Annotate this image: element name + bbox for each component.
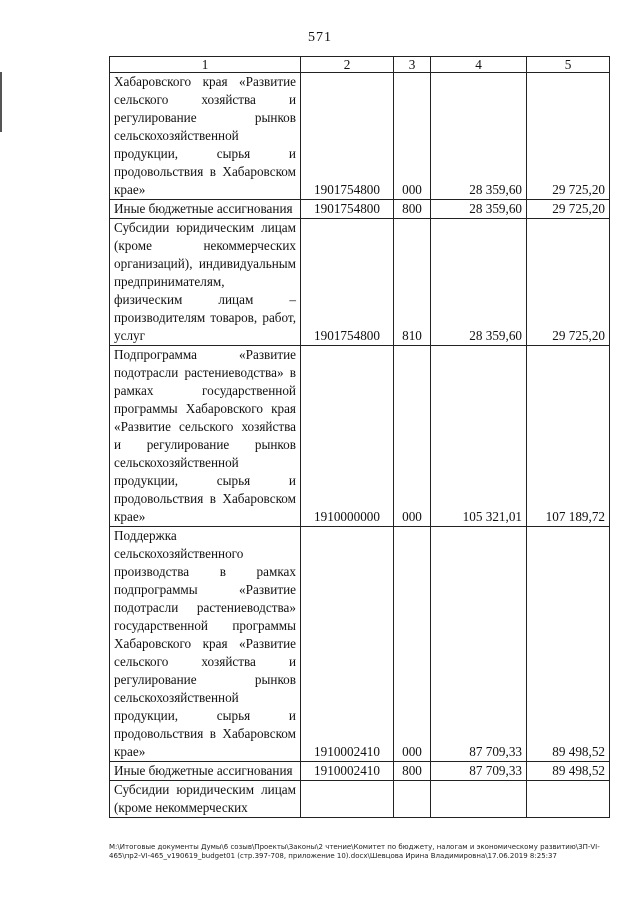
row-amount-1 [431, 781, 527, 818]
row-amount-1: 87 709,33 [431, 527, 527, 762]
header-col-3: 3 [394, 57, 431, 73]
budget-table [109, 56, 610, 818]
table-row [110, 527, 610, 762]
table-row [110, 73, 610, 200]
scan-margin-mark [0, 72, 2, 132]
table-row [110, 762, 610, 781]
header-col-2: 2 [301, 57, 394, 73]
row-expense-type: 000 [394, 346, 431, 527]
row-description: Субсидии юридическим лицам (кроме некоммерческих организаций), индивидуальным предпринимателям, физическим лицам – производителям товаров, работ, услуг [110, 219, 301, 346]
row-amount-2: 107 189,72 [527, 346, 610, 527]
row-amount-2: 29 725,20 [527, 73, 610, 200]
table-row [110, 781, 610, 818]
row-amount-2 [527, 781, 610, 818]
row-expense-type: 000 [394, 73, 431, 200]
row-amount-1: 28 359,60 [431, 200, 527, 219]
row-target-code: 1901754800 [301, 219, 394, 346]
file-path-footer: M:\Итоговые документы Думы\6 созыв\Проекты\Законы\2 чтение\Комитет по бюджету, налогам и экономическому развитию\ЗП-VI-465\пр2-VI-465_v190619_budget01 (стр.397-708, приложение 10).docx\Шевцова Ирина Владимировна\17.06.2019 8:25:37 [109, 843, 600, 860]
row-amount-2: 29 725,20 [527, 219, 610, 346]
header-col-4: 4 [431, 57, 527, 73]
row-amount-2: 29 725,20 [527, 200, 610, 219]
row-amount-1: 87 709,33 [431, 762, 527, 781]
row-description: Субсидии юридическим лицам (кроме некоммерческих [110, 781, 301, 818]
row-expense-type: 800 [394, 200, 431, 219]
row-target-code: 1910002410 [301, 527, 394, 762]
row-description: Иные бюджетные ассигнования [110, 200, 301, 219]
row-target-code: 1910002410 [301, 762, 394, 781]
row-amount-2: 89 498,52 [527, 762, 610, 781]
row-expense-type: 810 [394, 219, 431, 346]
row-amount-1: 105 321,01 [431, 346, 527, 527]
table-header-row [110, 57, 610, 73]
row-description: Поддержка сельскохозяйственного производства в рамках подпрограммы «Развитие подотрасли растениеводства» государственной программы Хабаровского края «Развитие сельского хозяйства и регулирование рынков сельскохозяйственной продукции, сырья и продовольствия в Хабаровском крае» [110, 527, 301, 762]
row-target-code: 1910000000 [301, 346, 394, 527]
table-row [110, 346, 610, 527]
row-target-code: 1901754800 [301, 73, 394, 200]
row-expense-type: 800 [394, 762, 431, 781]
row-amount-1: 28 359,60 [431, 219, 527, 346]
row-description: Подпрограмма «Развитие подотрасли растениеводства» в рамках государственной программы Хабаровского края «Развитие сельского хозяйства и регулирование рынков сельскохозяйственной продукции, сырья и продовольствия в Хабаровском крае» [110, 346, 301, 527]
row-expense-type: 000 [394, 527, 431, 762]
row-description: Иные бюджетные ассигнования [110, 762, 301, 781]
table-row [110, 219, 610, 346]
row-target-code: 1901754800 [301, 200, 394, 219]
header-col-5: 5 [527, 57, 610, 73]
row-amount-1: 28 359,60 [431, 73, 527, 200]
row-amount-2: 89 498,52 [527, 527, 610, 762]
page-number: 571 [308, 30, 332, 45]
row-description: Хабаровского края «Развитие сельского хозяйства и регулирование рынков сельскохозяйственной продукции, сырья и продовольствия в Хабаровском крае» [110, 73, 301, 200]
row-target-code [301, 781, 394, 818]
table-row [110, 200, 610, 219]
row-expense-type [394, 781, 431, 818]
header-col-1: 1 [110, 57, 301, 73]
